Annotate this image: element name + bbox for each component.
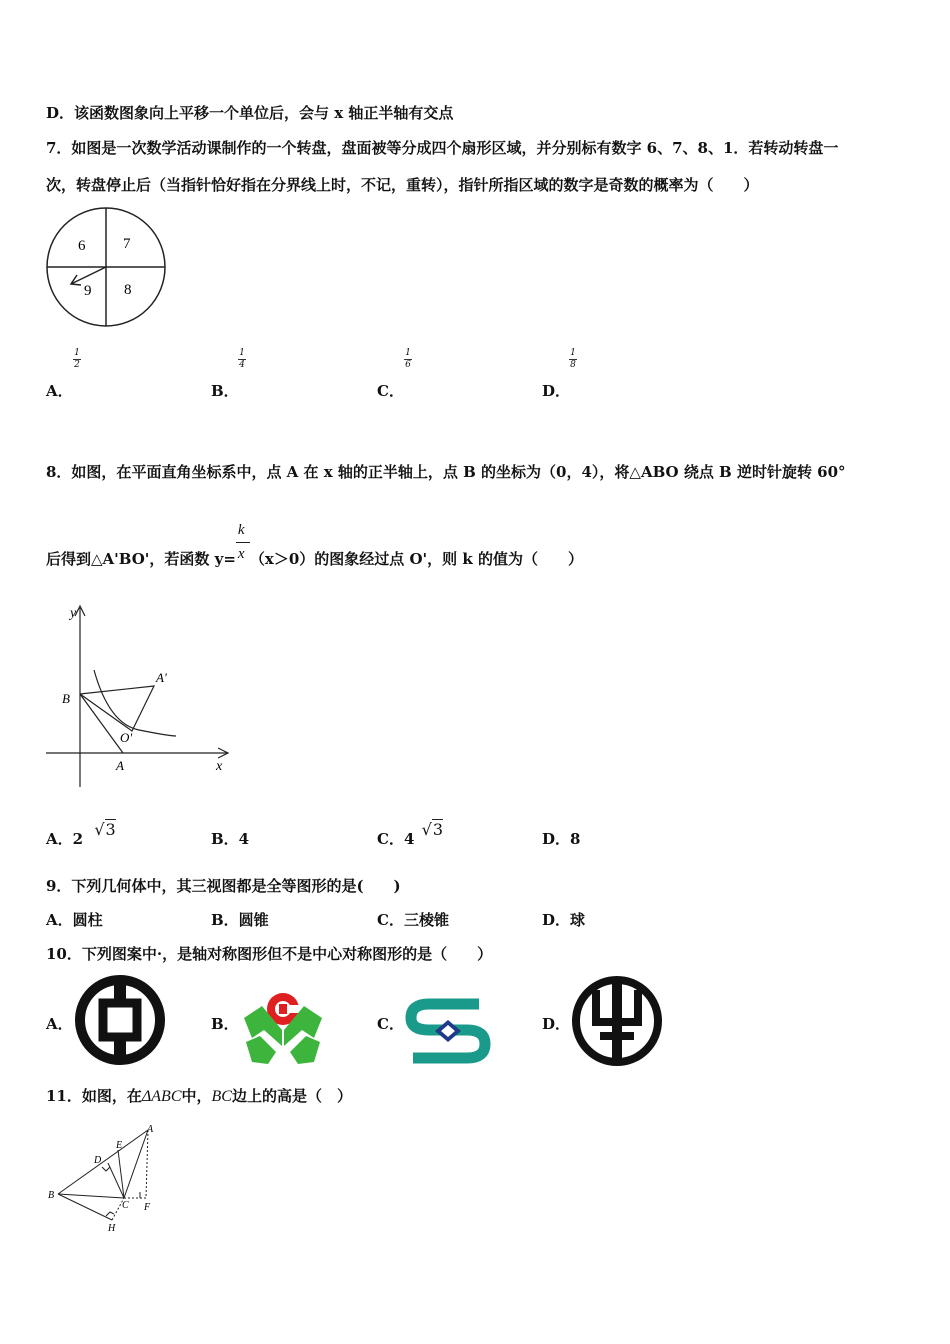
- q10-option-a-label: A．: [46, 1015, 73, 1033]
- q8-stem-line2-post: （x＞0）的图象经过点 O'，则 k 的值为（ ）: [249, 550, 583, 568]
- fraction-numerator-k: k: [237, 522, 245, 538]
- q7-option-d-fraction: 1 8: [570, 348, 576, 370]
- label-E: E: [116, 1140, 123, 1151]
- q7-option-b-label: B．: [211, 382, 239, 400]
- q8-option-c: C．4 √3: [377, 820, 444, 848]
- q9-option-d: D．球: [542, 911, 586, 929]
- coordinate-graph: [44, 602, 236, 796]
- triangle-heights-figure: [44, 1124, 160, 1236]
- label-D: D: [94, 1155, 102, 1166]
- q8-stem-line1: 8．如图，在平面直角坐标系中，点 A 在 x 轴的正半轴上，点 B 的坐标为（0，4），将△ABO 绕点 B 逆时针旋转 60°: [46, 463, 846, 481]
- q8-stem-line2: [46, 522, 583, 569]
- q7-option-c-fraction: 1 6: [405, 348, 411, 370]
- q9-option-b: B．圆锥: [211, 911, 269, 929]
- k-over-x-fraction: [236, 522, 250, 564]
- spinner-number-7: 7: [123, 236, 131, 252]
- q7-option-b-fraction: 1 4: [239, 348, 245, 370]
- q10-option-c-label: C．: [377, 1015, 404, 1033]
- label-C: C: [122, 1200, 129, 1211]
- axis-label-y: y: [70, 606, 77, 621]
- citic-bank-logo-icon: [403, 994, 493, 1068]
- q7-stem-line2: 次，转盘停止后（当指针恰好指在分界线上时，不记，重转），指针所指区域的数字是奇数的概率为（ ）: [46, 176, 759, 194]
- q8-option-a: A．2 √3: [46, 820, 116, 848]
- side-bc: BC: [211, 1088, 232, 1105]
- q9-option-c: C．三棱锥: [377, 911, 449, 929]
- q7-option-c-label: C．: [377, 382, 404, 400]
- point-label-O-prime: O': [120, 730, 133, 745]
- q9-option-a: A．圆柱: [46, 911, 103, 929]
- spinner-number-8: 8: [124, 282, 132, 298]
- label-B: B: [48, 1190, 55, 1201]
- point-label-A: A: [116, 758, 124, 773]
- q7-option-a-fraction: 1 2: [74, 348, 80, 370]
- q11-stem: 11．如图，在ΔABC中，BC边上的高是（ ）: [46, 1087, 352, 1105]
- fraction-denominator-x: x: [237, 546, 245, 562]
- triangle-abc: ΔABC: [141, 1088, 182, 1105]
- spinner-number-9: 9: [84, 283, 92, 299]
- agricultural-bank-logo-icon: [238, 982, 328, 1068]
- q8-option-b: B．4: [211, 830, 250, 848]
- point-label-B: B: [62, 691, 70, 706]
- q7-option-a-label: A．: [46, 382, 73, 400]
- bank-of-china-logo-icon: [74, 974, 166, 1066]
- q6-option-d: D．该函数图象向上平移一个单位后，会与 x 轴正半轴有交点: [46, 104, 454, 122]
- q10-stem: 10．下列图案中·，是轴对称图形但不是中心对称图形的是（ ）: [46, 945, 493, 963]
- spinner-number-6: 6: [78, 238, 86, 254]
- spinner-figure: [44, 205, 170, 329]
- q8-option-d: D．8: [542, 830, 581, 848]
- q10-option-d-label: D．: [542, 1015, 571, 1033]
- q9-stem: 9．下列几何体中，其三视图都是全等图形的是( ): [46, 877, 401, 895]
- q10-option-b-label: B．: [211, 1015, 239, 1033]
- q7-stem-line1: 7．如图是一次数学活动课制作的一个转盘，盘面被等分成四个扇形区域，并分别标有数字 6、7、8、1．若转动转盘一: [46, 139, 839, 157]
- label-F: F: [144, 1202, 151, 1213]
- label-H: H: [108, 1223, 116, 1234]
- abc-bank-logo-icon: [570, 974, 664, 1068]
- axis-label-x: x: [216, 759, 223, 774]
- q8-stem-line2-pre: 后得到△A'BO'，若函数 y=: [46, 550, 236, 568]
- point-label-A-prime: A': [156, 670, 167, 685]
- q7-option-d-label: D．: [542, 382, 571, 400]
- label-A: A: [147, 1124, 154, 1135]
